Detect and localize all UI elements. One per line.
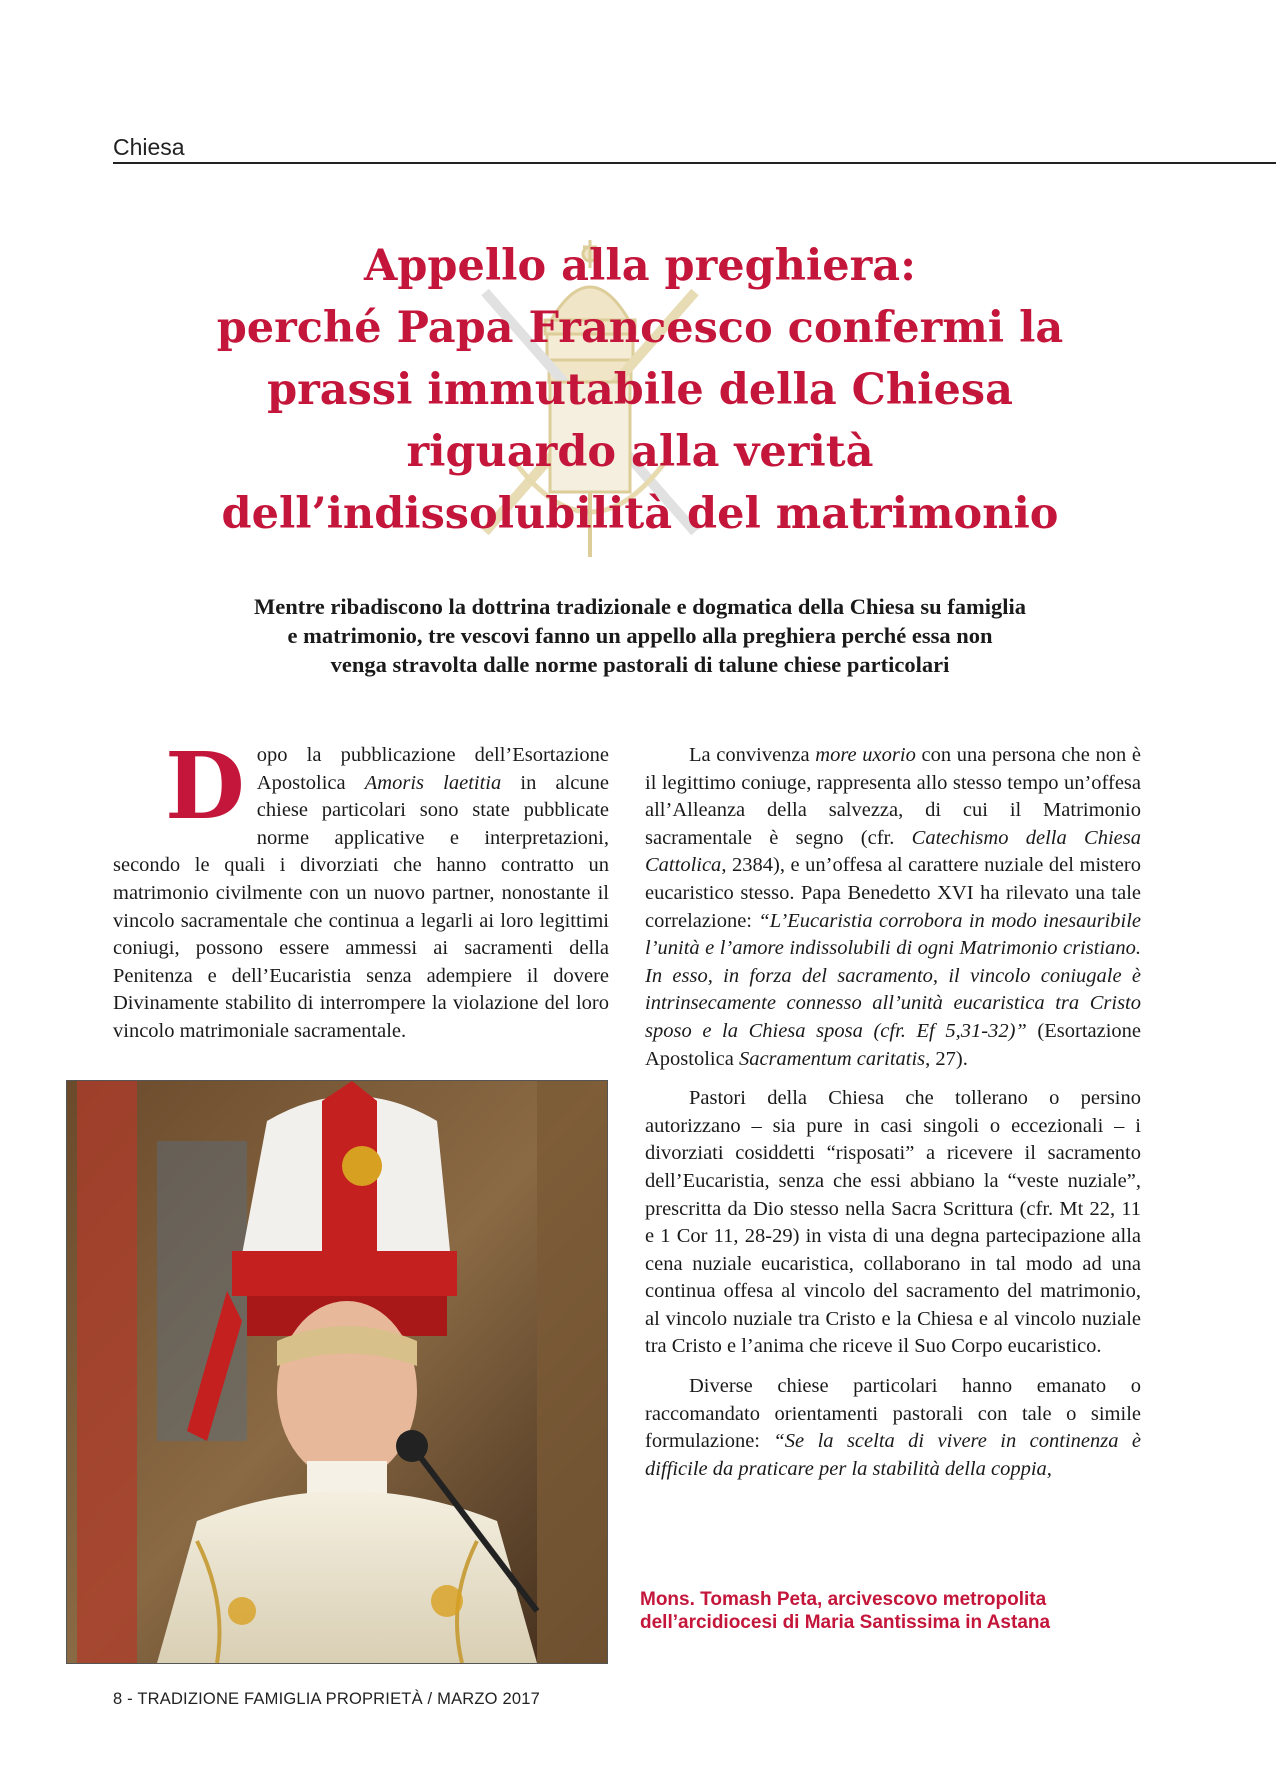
page-footer: 8 - TRADIZIONE FAMIGLIA PROPRIETÀ / MARZO 2017 bbox=[113, 1690, 540, 1708]
paragraph: Pastori della Chiesa che tollerano o persino autorizzano – sia pure in casi singoli o eccezionali – i divorziati cosiddetti “risposati” a ricevere il sacramento dell’Eucaristia, senza che essi abbiano la “veste nuziale”, prescritta da Dio stesso nella Sacra Scrittura (cfr. Mt 22, 11 e 1 Cor 11, 28-29) in vista di una degna partecipazione alla cena nuziale eucaristica, collaborano in tal modo ad una continua offesa al vincolo del sacramento del matrimonio, al vincolo nuziale tra Cristo e la Chiesa e al vincolo nuziale tra Cristo e l’anima che riceve il Suo Corpo eucaristico. bbox=[645, 1087, 1141, 1358]
left-column bbox=[113, 732, 609, 1058]
italic-text: Catechismo della Chiesa Cattolica bbox=[645, 826, 1141, 877]
paragraph bbox=[113, 732, 609, 1046]
title-line: perché Papa Francesco confermi la bbox=[216, 303, 1064, 353]
text-run: , 27). bbox=[925, 1047, 968, 1070]
photo-caption bbox=[640, 1588, 1140, 1634]
text-run: La convivenza bbox=[689, 744, 816, 766]
subtitle-line: venga stravolta dalle norme pastorali di talune chiese particolari bbox=[330, 652, 950, 677]
drop-cap: D bbox=[165, 732, 245, 840]
italic-text: Amoris laetitia bbox=[364, 771, 502, 794]
text-run: opo la pubblicazione dell’Esortazione Apostolica bbox=[256, 744, 609, 794]
subtitle-line: Mentre ribadiscono la dottrina tradizionale e dogmatica della Chiesa su famiglia bbox=[253, 594, 1027, 619]
quotation: “Se la scelta di vivere in continenza è difficile da praticare per la stabilità della coppia, bbox=[645, 1430, 1141, 1480]
title-line: prassi immutabile della Chiesa bbox=[267, 365, 1013, 415]
subtitle-line: e matrimonio, tre vescovi fanno un appello alla preghiera perché essa non bbox=[287, 623, 993, 648]
archbishop-photo bbox=[66, 1080, 608, 1664]
paragraph bbox=[645, 742, 1141, 1073]
title-line: riguardo alla verità bbox=[406, 427, 874, 477]
title-line: Appello alla preghiera: bbox=[363, 241, 917, 291]
caption-line: Mons. Tomash Peta, arcivescovo metropolita bbox=[640, 1589, 1047, 1610]
section-rule bbox=[113, 162, 1276, 164]
italic-text: more uxorio bbox=[815, 744, 916, 766]
article-subtitle bbox=[160, 592, 1120, 679]
italic-text: Sacramentum caritatis bbox=[738, 1047, 926, 1070]
article-title bbox=[120, 235, 1160, 545]
title-line: dell’indissolubilità del matrimonio bbox=[221, 489, 1059, 539]
text-run: (Esortazione Apostolica bbox=[645, 1019, 1142, 1070]
text-run: Diverse chiese particolari hanno emanato o raccomandato orientamenti pastorali con tale o simile formulazione: bbox=[645, 1375, 1141, 1453]
text-run: , 2384), e un’offesa al carattere nuziale del mistero eucaristico stesso. Papa Benedetto XVI ha rilevato una tale correlazione: bbox=[645, 854, 1141, 932]
caption-line: dell’arcidiocesi di Maria Santissima in Astana bbox=[640, 1612, 1051, 1633]
text-run: in alcune chiese particolari sono state pubblicate norme applicative e interpretazioni, secondo le quali i divorziati che hanno contratto un matrimonio civilmente con un nuovo partner, nonostante il vincolo sacramentale che continua a legarli ai loro legittimi coniugi, possono essere ammessi ai sacramenti della Penitenza e dell’Eucaristia senza adempiere il dovere Divinamente stabilito di interrompere la violazione del loro vincolo matrimoniale sacramentale. bbox=[113, 771, 609, 1042]
quotation: “L’Eucaristia corrobora in modo inesauribile l’unità e l’amore indissolubili di ogni Matrimonio cristiano. In esso, in forza del sacramento, il vincolo coniugale è intrinsecamente connesso all’unità eucaristica tra Cristo sposo e la Chiesa sposa (cfr. Ef 5,31-32)” bbox=[645, 909, 1141, 1042]
right-column bbox=[645, 742, 1141, 1495]
section-label: Chiesa bbox=[113, 134, 185, 160]
text-run: con una persona che non è il legittimo coniuge, rappresenta allo stesso tempo un’offesa all’Alleanza della salvezza, di cui il Matrimonio sacramentale è segno (cfr. bbox=[645, 744, 1141, 849]
paragraph bbox=[645, 1373, 1141, 1483]
